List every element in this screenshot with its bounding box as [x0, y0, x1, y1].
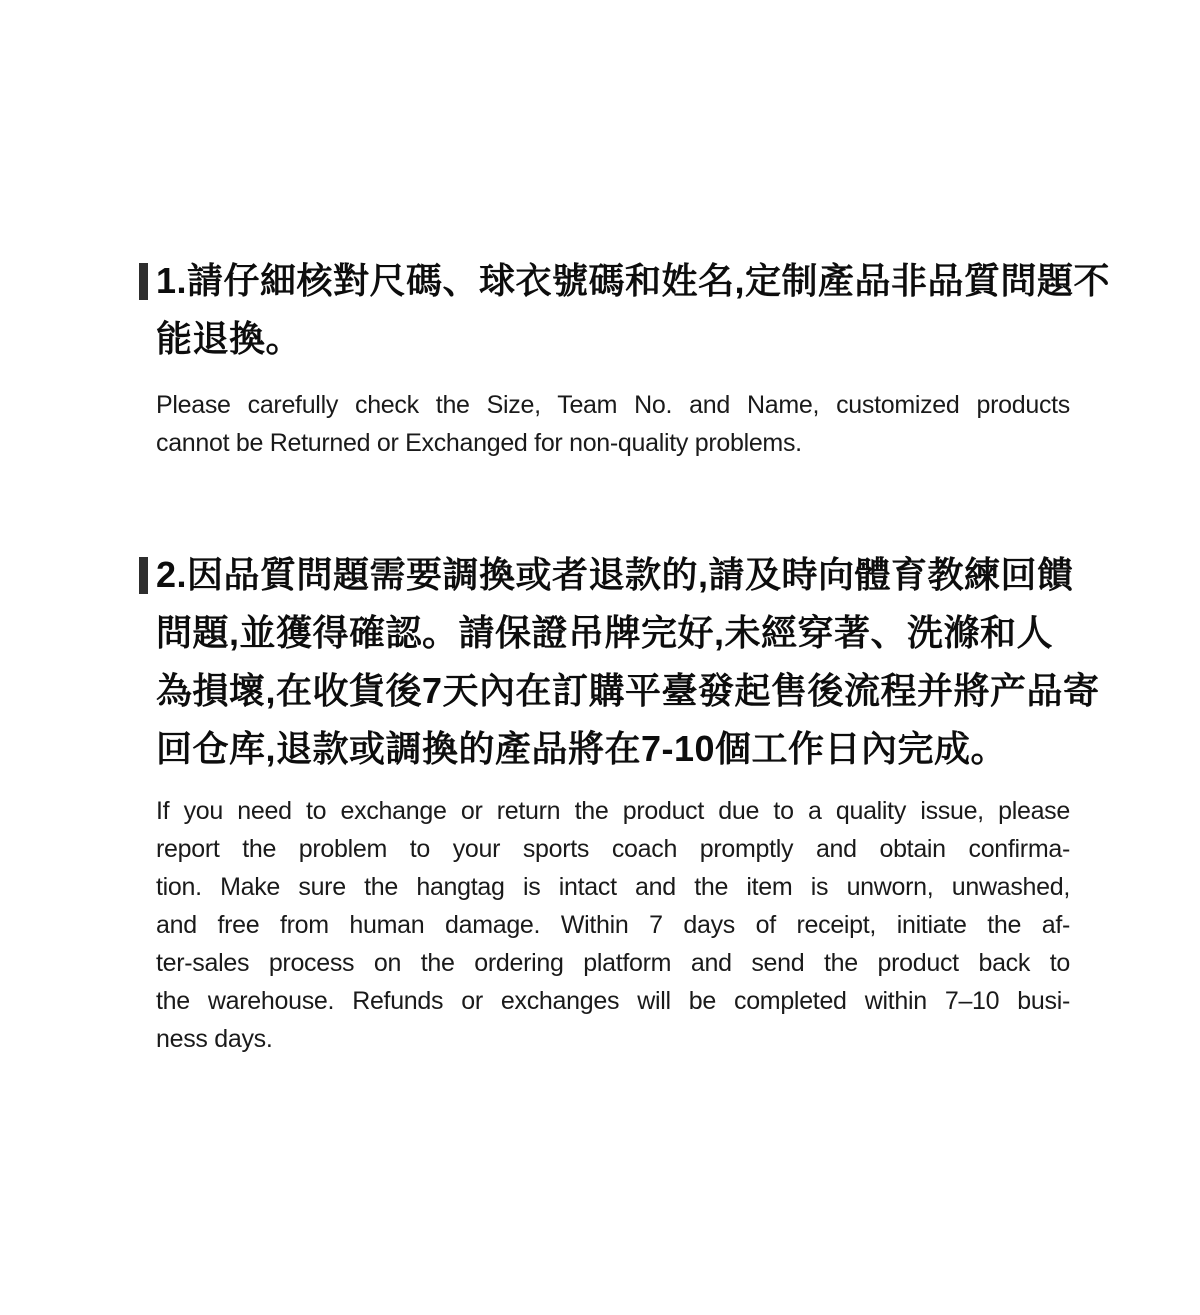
heading-line: 2.因品質問題需要調換或者退款的,請及時向體育教練回饋: [156, 554, 1074, 595]
paragraph-line: If you need to exchange or return the product due to a quality issue, please: [156, 797, 1070, 825]
section-2-body-en: [156, 792, 1070, 1058]
paragraph-line: and free from human damage. Within 7 days of receipt, initiate the af-: [156, 911, 1070, 939]
paragraph-line: ness days.: [156, 1025, 273, 1053]
paragraph-line: the warehouse. Refunds or exchanges will be completed within 7–10 busi-: [156, 987, 1070, 1015]
section-1-heading-zh: [156, 252, 1111, 368]
paragraph-line: cannot be Returned or Exchanged for non-quality problems.: [156, 429, 802, 457]
section-1-body-en: [156, 386, 1070, 462]
heading-line: 回仓库,退款或調換的產品將在7-10個工作日內完成。: [156, 728, 1008, 769]
heading-line: 1.請仔細核對尺碼、球衣號碼和姓名,定制產品非品質問題不: [156, 260, 1111, 301]
paragraph-line: tion. Make sure the hangtag is intact and the item is unworn, unwashed,: [156, 873, 1070, 901]
heading-line: 問題,並獲得確認。請保證吊牌完好,未經穿著、洗滌和人: [156, 612, 1054, 653]
heading-line: 為損壞,在收貨後7天內在訂購平臺發起售後流程并將产品寄: [156, 670, 1100, 711]
paragraph-line: Please carefully check the Size, Team No. and Name, customized products: [156, 391, 1070, 419]
accent-bar: [139, 263, 148, 300]
section-2-heading-zh: [156, 546, 1100, 778]
accent-bar: [139, 557, 148, 594]
paragraph-line: ter-sales process on the ordering platform and send the product back to: [156, 949, 1070, 977]
heading-line: 能退換。: [156, 318, 303, 359]
paragraph-line: report the problem to your sports coach promptly and obtain confirma-: [156, 835, 1070, 863]
document-content: [156, 252, 1111, 1058]
